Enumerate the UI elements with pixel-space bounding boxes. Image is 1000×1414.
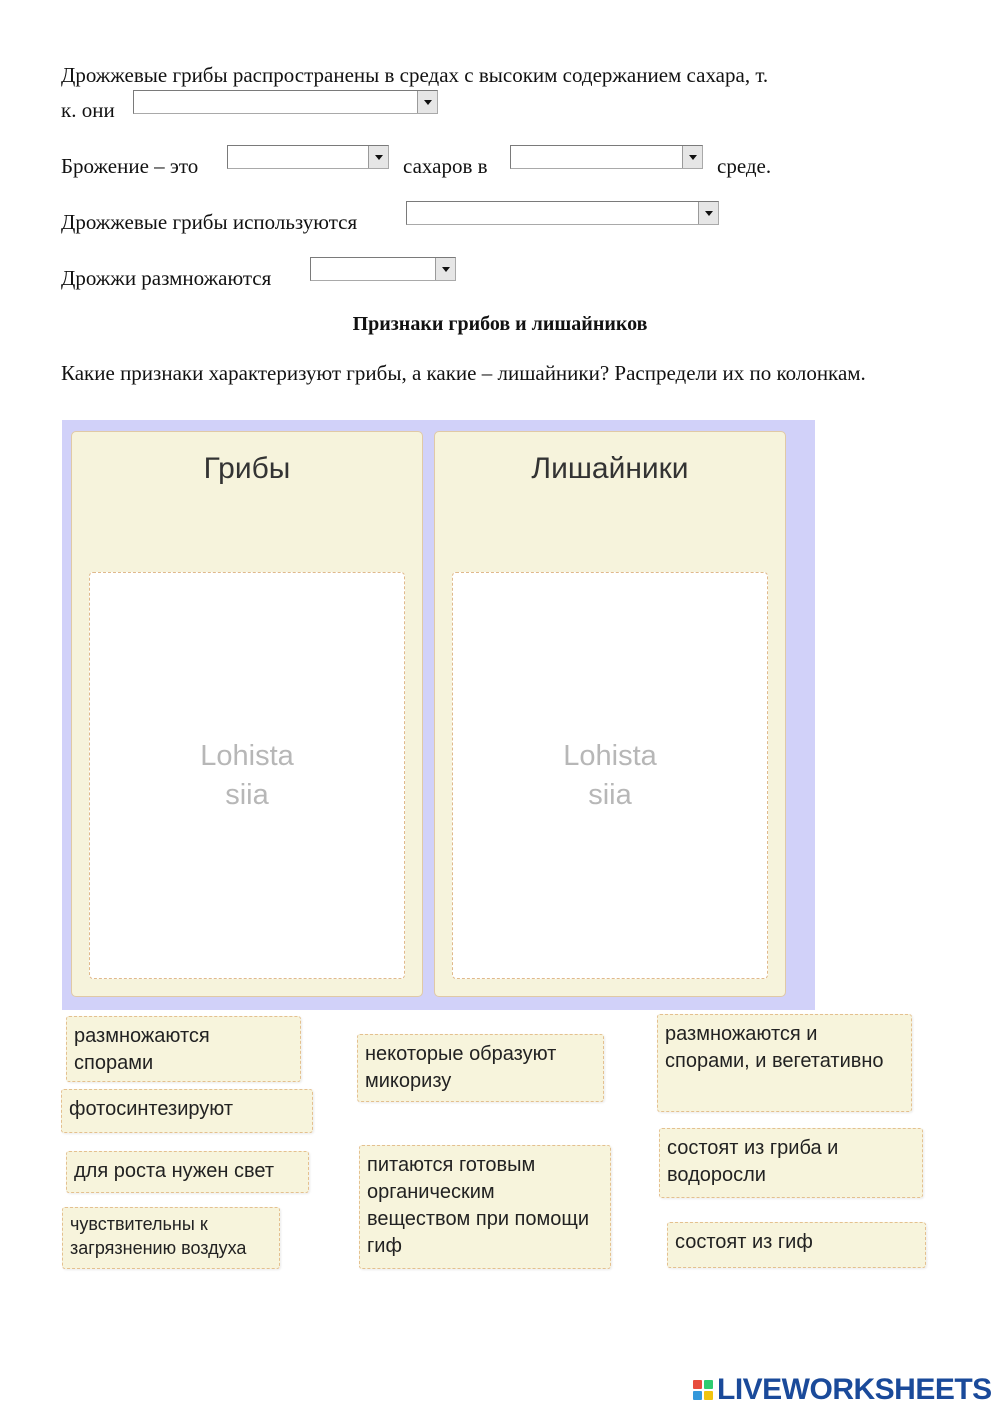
sentence-1-line-2: к. они [61,98,115,122]
chevron-down-icon[interactable] [435,258,455,280]
drop-zone-fungi[interactable] [89,572,405,979]
sentence-4: Дрожжи размножаются [61,266,272,290]
column-title: Грибы [203,452,291,485]
chevron-down-icon[interactable] [368,146,388,168]
chevron-down-icon[interactable] [417,91,437,113]
draggable-card[interactable]: состоят из гриба и водоросли [659,1128,923,1198]
column-title: Лишайники [531,452,689,485]
drop-hint-line-1: Lohista [200,739,294,772]
sentence-2-part-3: среде. [717,154,772,178]
section-title: Признаки грибов и лишайников [352,313,648,335]
dropdown-1[interactable] [133,90,438,114]
draggable-card[interactable]: чувствительны к загрязнению воздуха [62,1207,280,1269]
draggable-card[interactable]: фотосинтезируют [61,1089,313,1133]
column-lichens [434,431,786,997]
drop-hint-line-2: siia [225,778,269,811]
column-fungi [71,431,423,997]
dropdown-3[interactable] [510,145,703,169]
sentence-3: Дрожжевые грибы используются [61,210,358,234]
sentence-2-part-2: сахаров в [403,154,488,178]
sentence-1-line-1: Дрожжевые грибы распространены в средах с высоким содержанием сахара, т. [61,63,769,87]
draggable-card[interactable]: размножаются спорами [66,1016,301,1082]
question-text: Какие признаки характеризуют грибы, а какие – лишайники? Распредели их по колонкам. [61,361,866,385]
draggable-card[interactable]: состоят из гиф [667,1222,926,1268]
sentence-2-part-1: Брожение – это [61,154,199,178]
liveworksheets-logo [693,1375,992,1405]
dropdown-2[interactable] [227,145,389,169]
drop-hint-line-2: siia [588,778,632,811]
dropdown-4[interactable] [406,201,719,225]
drop-hint-line-1: Lohista [563,739,657,772]
dropdown-5[interactable] [310,257,456,281]
logo-text: LIVEWORKSHEETS [717,1373,992,1406]
chevron-down-icon[interactable] [682,146,702,168]
draggable-card[interactable]: для роста нужен свет [66,1151,309,1193]
drop-zone-lichens[interactable] [452,572,768,979]
draggable-card[interactable]: некоторые образуют микоризу [357,1034,604,1102]
draggable-card[interactable]: размножаются и спорами, и вегетативно [657,1014,912,1112]
chevron-down-icon[interactable] [698,202,718,224]
logo-icon [693,1380,713,1400]
draggable-card[interactable]: питаются готовым органическим веществом при помощи гиф [359,1145,611,1269]
